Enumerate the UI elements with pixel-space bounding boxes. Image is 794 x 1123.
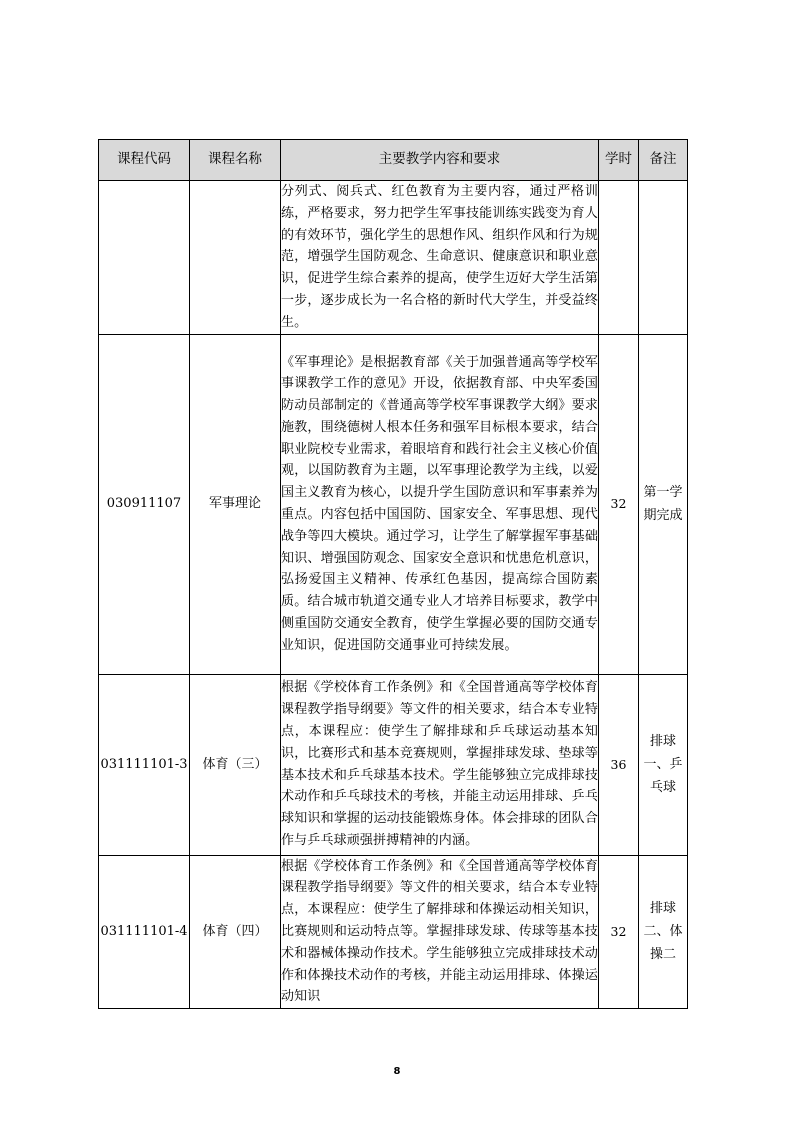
table-row <box>99 674 688 855</box>
page-number: 8 <box>393 1066 401 1077</box>
course-code-cell: 031111101-4 <box>99 855 190 1009</box>
header-note: 备注 <box>639 140 688 181</box>
course-content-cell: 《军事理论》是根据教育部《关于加强普通高等学校军事课教学工作的意见》开设，依据教育部、中央军委国防动员部制定的《普通高等学校军事课教学大纲》要求施教，围绕德树人根本任务和强军目标根本要求，结合职业院校专业需求，着眼培育和践行社会主义核心价值观，以国防教育为主题，以军事理论教学为主线，以爱国主义教育为核心，以提升学生国防意识和军事素养为重点。内容包括中国国防、国家安全、军事思想、现代战争等四大模块。通过学习，让学生了解掌握军事基础知识、增强国防观念、国家安全意识和忧患危机意识，弘扬爱国主义精神、传承红色基因，提高综合国防素质。结合城市轨道交通专业人才培养目标要求，教学中侧重国防交通安全教育，使学生掌握必要的国防交通专业知识，促进国防交通事业可持续发展。 <box>281 334 599 674</box>
course-note-cell: 排球二、体操二 <box>639 855 688 1009</box>
header-course-name: 课程名称 <box>190 140 281 181</box>
table-row <box>99 334 688 674</box>
course-note-cell: 第一学期完成 <box>639 334 688 674</box>
course-name-cell: 军事理论 <box>190 334 281 674</box>
table-row <box>99 855 688 1009</box>
course-content-cell: 根据《学校体育工作条例》和《全国普通高等学校体育课程教学指导纲要》等文件的相关要求，结合本专业特点，本课程应：使学生了解排球和乒乓球运动基本知识，比赛形式和基本竞赛规则，掌握排球发球、垫球等基本技术和乒乓球基本技术。学生能够独立完成排球技术动作和乒乓球技术的考核，并能主动运用排球、乒乓球知识和掌握的运动技能锻炼身体。体会排球的团队合作与乒乓球顽强拼搏精神的内涵。 <box>281 674 599 855</box>
course-note-cell <box>639 181 688 335</box>
course-content-cell: 根据《学校体育工作条例》和《全国普通高等学校体育课程教学指导纲要》等文件的相关要求，结合本专业特点，本课程应：使学生了解排球和体操运动相关知识，比赛规则和运动特点等。掌握排球发球、传球等基本技术和器械体操动作技术。学生能够独立完成排球技术动作和体操技术动作的考核，并能主动运用排球、体操运动知识 <box>281 855 599 1009</box>
course-hours-cell <box>599 181 639 335</box>
course-hours-cell: 32 <box>599 855 639 1009</box>
course-table <box>98 139 688 1009</box>
course-hours-cell: 36 <box>599 674 639 855</box>
course-name-cell: 体育（三） <box>190 674 281 855</box>
course-name-cell <box>190 181 281 335</box>
course-hours-cell: 32 <box>599 334 639 674</box>
course-code-cell: 030911107 <box>99 334 190 674</box>
course-content-cell: 分列式、阅兵式、红色教育为主要内容，通过严格训练，严格要求，努力把学生军事技能训练实践变为育人的有效环节，强化学生的思想作风、组织作风和行为规范，增强学生国防观念、生命意识、健康意识和职业意识，促进学生综合素养的提高，使学生迈好大学生活第一步，逐步成长为一名合格的新时代大学生，并受益终生。 <box>281 181 599 335</box>
course-code-cell <box>99 181 190 335</box>
course-note-cell: 排球一、乒乓球 <box>639 674 688 855</box>
header-main-content: 主要教学内容和要求 <box>281 140 599 181</box>
table-header-row <box>99 140 688 181</box>
course-name-cell: 体育（四） <box>190 855 281 1009</box>
header-course-code: 课程代码 <box>99 140 190 181</box>
header-hours: 学时 <box>599 140 639 181</box>
course-code-cell: 031111101-3 <box>99 674 190 855</box>
table-row <box>99 181 688 335</box>
